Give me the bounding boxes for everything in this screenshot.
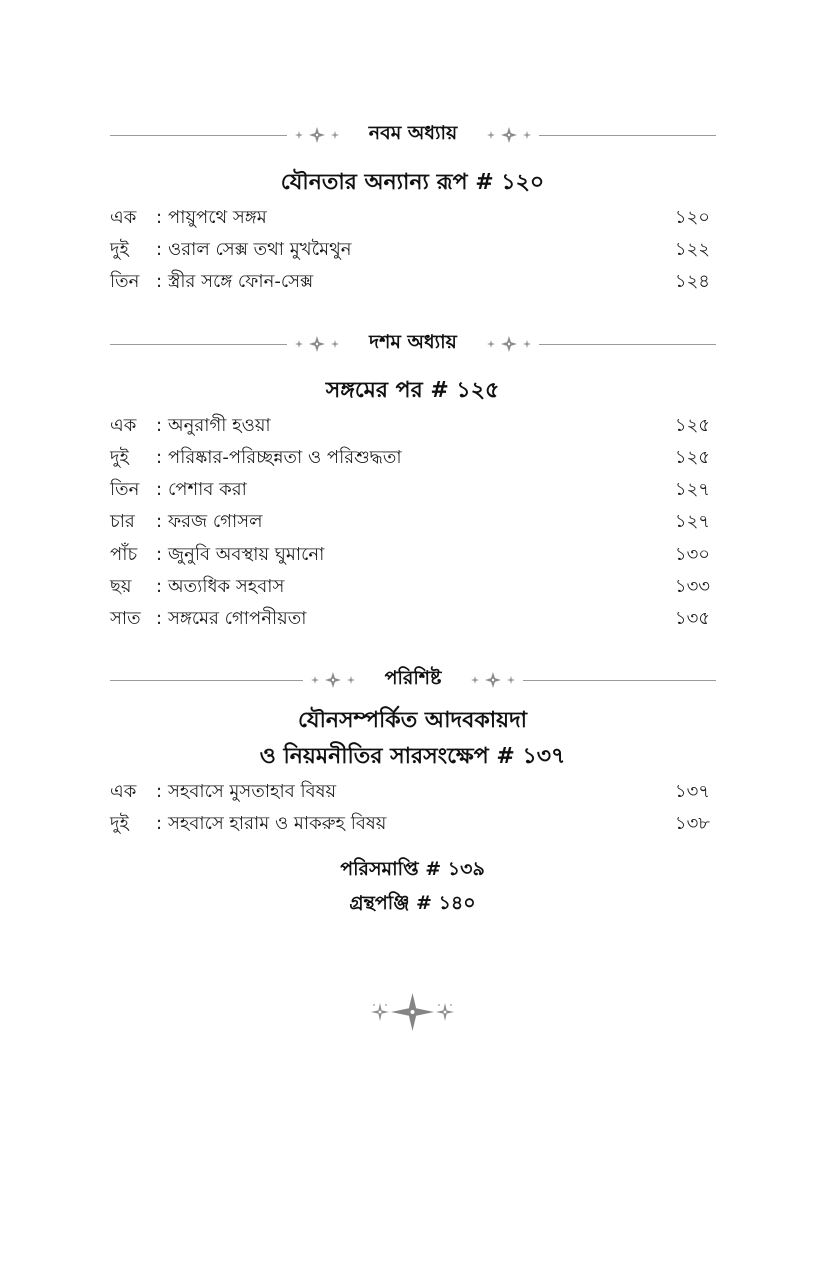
toc-entry[interactable] (110, 572, 710, 602)
toc-entry[interactable] (110, 507, 710, 537)
entry-number: দুই (110, 813, 129, 834)
sparkle-ornament-icon (483, 125, 535, 145)
entry-colon: : (156, 813, 163, 834)
chapter-9-label: নবম অধ্যায় (368, 122, 458, 144)
divider-rule-right (523, 680, 716, 681)
entry-number: তিন (110, 271, 140, 292)
entry-colon: : (156, 576, 163, 597)
entry-title: সঙ্গমের গোপনীয়তা (168, 608, 307, 629)
sparkle-ornament-icon (291, 334, 343, 354)
entry-page: ১২৭ (674, 479, 710, 500)
entry-colon: : (156, 271, 163, 292)
appendix-title-line-1: যৌনসম্পর্কিত আদবকায়দা (297, 708, 528, 733)
appendix-label: পরিশিষ্ট (384, 667, 442, 689)
toc-entry[interactable] (110, 777, 710, 807)
entry-colon: : (156, 239, 163, 260)
entry-number: দুই (110, 239, 129, 260)
entry-number: এক (110, 415, 137, 436)
divider-rule-left (110, 680, 303, 681)
entry-number: তিন (110, 479, 140, 500)
chapter-9-divider (110, 120, 716, 150)
entry-title: অত্যধিক সহবাস (168, 576, 285, 597)
conclusion-entry[interactable]: পরিসমাপ্তি # ১৩৯ (340, 858, 485, 880)
entry-page: ১২৫ (674, 415, 710, 436)
entry-colon: : (156, 447, 163, 468)
toc-entry[interactable] (110, 267, 710, 297)
toc-entry[interactable] (110, 411, 710, 441)
sparkle-ornament-icon (307, 670, 359, 690)
toc-entry[interactable] (110, 203, 710, 233)
entry-page: ১২৪ (674, 271, 710, 292)
divider-rule-left (110, 344, 287, 345)
chapter-10-divider (110, 329, 716, 359)
entry-number: দুই (110, 447, 129, 468)
entry-title: সহবাসে হারাম ও মাকরুহ বিষয় (168, 813, 387, 834)
toc-entry[interactable] (110, 540, 710, 570)
entry-colon: : (156, 608, 163, 629)
entry-colon: : (156, 781, 163, 802)
entry-colon: : (156, 415, 163, 436)
entry-page: ১৩৮ (674, 813, 710, 834)
entry-number: পাঁচ (110, 544, 138, 565)
entry-title: ওরাল সেক্স তথা মুখমৈথুন (168, 239, 352, 260)
sparkle-ornament-icon (291, 125, 343, 145)
entry-page: ১৩৭ (674, 781, 710, 802)
sparkle-ornament-icon (467, 670, 519, 690)
divider-rule-right (539, 344, 716, 345)
entry-number: চার (110, 511, 135, 532)
appendix-divider (110, 665, 716, 695)
bibliography-entry[interactable]: গ্রন্থপঞ্জি # ১৪০ (349, 892, 476, 914)
entry-colon: : (156, 544, 163, 565)
entry-number: ছয় (110, 576, 132, 597)
chapter-9-title: যৌনতার অন্যান্য রূপ # ১২০ (280, 170, 545, 195)
entry-title: স্ত্রীর সঙ্গে ফোন-সেক্স (168, 271, 314, 292)
sparkle-ornament-icon (365, 990, 460, 1035)
entry-number: এক (110, 207, 137, 228)
entry-number: এক (110, 781, 137, 802)
entry-title: ফরজ গোসল (168, 511, 263, 532)
entry-page: ১২৫ (674, 447, 710, 468)
entry-title: জুনুবি অবস্থায় ঘুমানো (168, 544, 325, 565)
entry-title: অনুরাগী হওয়া (168, 415, 271, 436)
entry-page: ১২০ (674, 207, 710, 228)
entry-colon: : (156, 479, 163, 500)
toc-entry[interactable] (110, 235, 710, 265)
entry-page: ১২২ (674, 239, 710, 260)
entry-page: ১৩৩ (674, 576, 710, 597)
entry-title: পরিষ্কার-পরিচ্ছন্নতা ও পরিশুদ্ধতা (168, 447, 402, 468)
sparkle-ornament-icon (483, 334, 535, 354)
appendix-title-line-2: ও নিয়মনীতির সারসংক্ষেপ # ১৩৭ (259, 744, 566, 769)
chapter-10-title: সঙ্গমের পর # ১২৫ (325, 378, 500, 403)
entry-title: পেশাব করা (168, 479, 247, 500)
entry-title: পায়ুপথে সঙ্গম (168, 207, 267, 228)
entry-title: সহবাসে মুসতাহাব বিষয় (168, 781, 337, 802)
entry-page: ১৩০ (674, 544, 710, 565)
toc-entry[interactable] (110, 475, 710, 505)
entry-page: ১৩৫ (674, 608, 710, 629)
divider-rule-right (539, 135, 716, 136)
chapter-10-label: দশম অধ্যায় (369, 331, 457, 353)
entry-colon: : (156, 511, 163, 532)
toc-entry[interactable] (110, 604, 710, 634)
entry-number: সাত (110, 608, 141, 629)
toc-entry[interactable] (110, 809, 710, 839)
toc-entry[interactable] (110, 443, 710, 473)
divider-rule-left (110, 135, 287, 136)
entry-page: ১২৭ (674, 511, 710, 532)
entry-colon: : (156, 207, 163, 228)
